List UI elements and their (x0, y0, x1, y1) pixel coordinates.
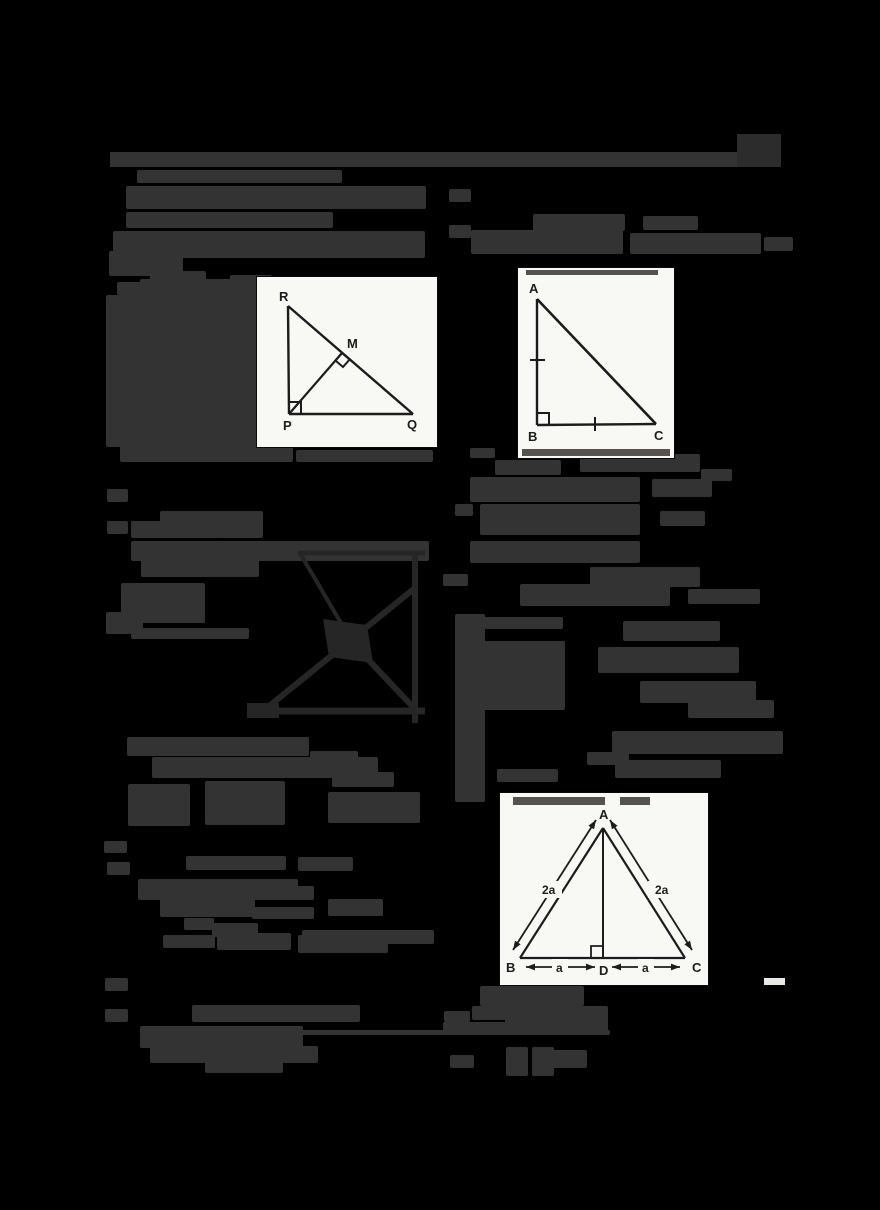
question-number-blob (449, 225, 471, 238)
figure-triangle-abdc (500, 793, 708, 985)
degraded-text-blob (281, 886, 314, 900)
degraded-text-blob (205, 1060, 283, 1073)
page-number-box (737, 134, 781, 167)
side-bc (537, 424, 656, 425)
degraded-text-blob (497, 769, 558, 782)
degraded-text-blob (332, 772, 394, 787)
degraded-text-blob (615, 760, 721, 778)
vertex-label-r: R (279, 289, 289, 304)
degraded-text-blob (473, 617, 563, 629)
degraded-text-blob (184, 918, 214, 930)
degraded-text-blob (471, 230, 623, 254)
right-angle-mark-d (591, 946, 603, 958)
vertex-label-a: A (599, 807, 609, 822)
dim-figure (243, 543, 433, 728)
degraded-text-blob (688, 589, 760, 604)
base-length-label-left: a (556, 961, 563, 975)
degraded-caption-strip (513, 797, 605, 805)
degraded-text-blob (298, 935, 388, 953)
vertex-label-m: M (347, 336, 358, 351)
degraded-fraction-blob (328, 792, 420, 823)
vertex-label-d: D (599, 963, 609, 978)
degraded-text-blob (217, 933, 291, 950)
degraded-text-block (106, 295, 257, 447)
degraded-text-blob (552, 1050, 587, 1068)
question-number-blob (105, 1009, 128, 1022)
degraded-text-blob (296, 450, 433, 462)
side-rp (288, 306, 289, 414)
figure-panel-pqr (257, 277, 437, 447)
degraded-fraction-blob (532, 1047, 554, 1076)
degraded-text-blob (660, 511, 705, 526)
degraded-text-blob (612, 731, 783, 754)
degraded-text-blob (533, 214, 625, 231)
vertex-label-c: C (692, 960, 702, 975)
side-length-label-left: 2a (542, 883, 556, 897)
question-number-blob (449, 189, 471, 202)
question-number-blob (443, 574, 468, 586)
degraded-text-blob (764, 237, 793, 251)
degraded-caption-strip (620, 797, 650, 805)
degraded-fraction-blob (506, 1047, 528, 1076)
side-ac (537, 299, 656, 424)
altitude-pm (289, 353, 342, 414)
degraded-text-blob (598, 647, 739, 673)
degraded-text-blob (495, 460, 561, 475)
figure-panel-abc (518, 268, 674, 458)
degraded-text-blob (455, 504, 473, 516)
degraded-text-blob (480, 986, 584, 1006)
degraded-text-blob (131, 628, 249, 639)
degraded-text-blob (701, 469, 732, 481)
degraded-text-blob (127, 737, 309, 756)
degraded-text-blob (328, 899, 383, 916)
question-number-blob (107, 862, 130, 875)
figure-panel-abdc (500, 793, 708, 985)
degraded-text-blob (199, 430, 262, 443)
dim-blob (323, 619, 373, 663)
question-number-blob (450, 1055, 474, 1068)
degraded-caption-strip (526, 270, 658, 275)
degraded-text-blob (126, 186, 426, 209)
side-rq (288, 306, 413, 414)
vertex-label-b: B (528, 429, 538, 444)
degraded-text-blob (652, 479, 712, 497)
degraded-fraction-blob (128, 784, 190, 826)
vertex-label-b: B (506, 960, 516, 975)
degraded-text-blob (192, 1005, 360, 1022)
degraded-text-blob (472, 1006, 508, 1020)
right-angle-mark-m (335, 353, 349, 367)
question-number-blob (107, 489, 128, 502)
degraded-text-block (473, 641, 565, 710)
degraded-text-blob (623, 621, 720, 641)
degraded-text-blob (117, 282, 151, 295)
question-number-blob (104, 841, 127, 853)
degraded-text-blob (163, 935, 215, 948)
degraded-fraction-blob (205, 781, 285, 825)
vertex-label-q: Q (407, 417, 418, 432)
figure-triangle-pqr (257, 277, 437, 447)
degraded-text-blob (310, 751, 358, 768)
degraded-text-blob (131, 521, 224, 538)
question-number-blob (107, 521, 128, 534)
degraded-text-blob (137, 170, 342, 183)
degraded-text-blob (470, 448, 495, 458)
question-number-blob (105, 978, 128, 991)
base-length-label-right: a (642, 961, 649, 975)
vertex-label-c: C (654, 428, 664, 443)
degraded-text-blob (470, 477, 640, 502)
header-rule (110, 152, 746, 167)
degraded-text-blob (470, 541, 640, 563)
degraded-text-blob (160, 899, 255, 917)
degraded-text-blob (252, 907, 314, 919)
degraded-text-blob (138, 879, 298, 900)
right-angle-mark-b (537, 413, 549, 425)
degraded-text-blob (630, 233, 761, 254)
vertex-label-a: A (529, 281, 539, 296)
degraded-text-blob (298, 857, 353, 871)
degraded-text-blob (186, 856, 286, 870)
dim-line (301, 555, 341, 623)
degraded-text-blob (688, 700, 774, 718)
paper-speck (764, 978, 785, 985)
degraded-text-blob (126, 212, 333, 228)
vertex-label-p: P (283, 418, 292, 433)
degraded-text-blob (443, 1022, 598, 1035)
degraded-caption-strip (522, 449, 670, 456)
dim-triangle-figure (243, 543, 433, 728)
side-length-label-right: 2a (655, 883, 669, 897)
degraded-text-blob (150, 271, 206, 295)
degraded-text-blob (520, 584, 670, 606)
degraded-text-blob (643, 216, 698, 230)
degraded-text-blob (141, 546, 259, 577)
degraded-text-blob (480, 504, 640, 535)
question-number-blob (444, 1011, 470, 1022)
figure-triangle-abc (518, 268, 674, 458)
